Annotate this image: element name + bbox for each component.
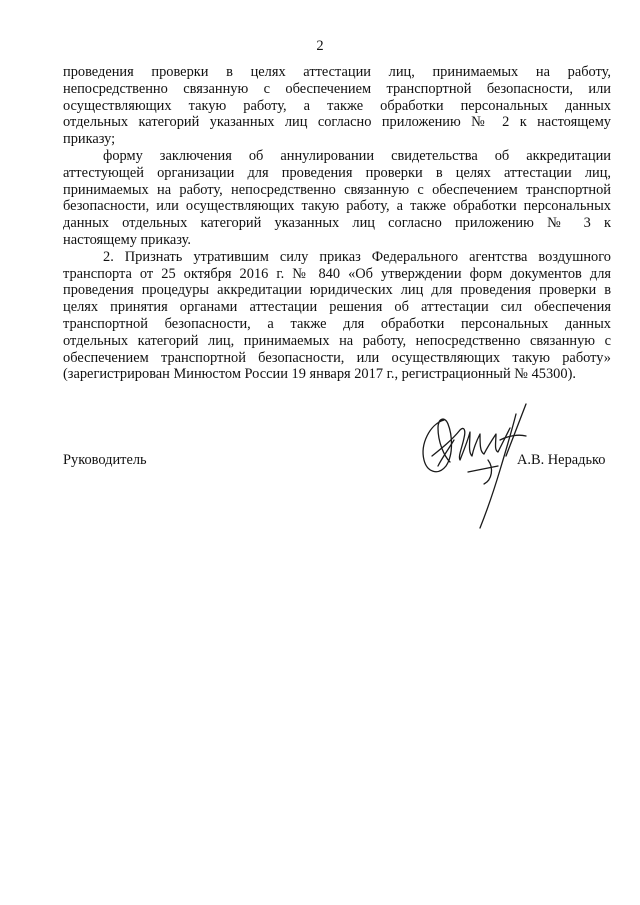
text-line: осуществляющих такую работу, а также обработки персональных данных bbox=[63, 97, 611, 114]
signer-title: Руководитель bbox=[63, 452, 147, 468]
text-line: отдельных категорий указанных лиц согласно приложению № 2 к настоящему bbox=[63, 114, 611, 131]
text-line: транспорта от 25 октября 2016 г. № 840 «Об утверждении форм документов для bbox=[63, 265, 611, 282]
text-line: форму заключения об аннулировании свидетельства об аккредитации bbox=[103, 147, 611, 164]
document-body bbox=[63, 64, 611, 383]
text-line: проведения проверки в целях аттестации лиц, принимаемых на работу, bbox=[63, 64, 611, 80]
text-line: целях принятия органами аттестации решения об аттестации сил обеспечения bbox=[63, 299, 611, 316]
text-line: приказу; bbox=[63, 131, 116, 148]
text-line: непосредственно связанную с обеспечением транспортной безопасности, или bbox=[63, 80, 611, 97]
signer-name: А.В. Нерадько bbox=[517, 452, 606, 468]
text-line: принимаемых на работу, непосредственно связанную с обеспечением транспортной bbox=[63, 181, 611, 198]
text-line: данных отдельных категорий указанных лиц согласно приложению № 3 к bbox=[63, 215, 611, 232]
text-line: аттестующей организации для проведения проверки в целях аттестации лиц, bbox=[63, 164, 611, 181]
text-line: отдельных категорий лиц, принимаемых на работу, непосредственно связанную с bbox=[63, 332, 611, 349]
text-line: безопасности, или осуществляющих такую работу, а также обработки персональных bbox=[63, 198, 611, 215]
text-line: настоящему приказу. bbox=[63, 231, 191, 248]
text-line: проведения процедуры аккредитации юридических лиц для проведения проверки в bbox=[63, 282, 611, 299]
text-line: обеспечением транспортной безопасности, или осуществляющих такую работу» bbox=[63, 349, 611, 366]
text-line: 2. Признать утратившим силу приказ Федерального агентства воздушного bbox=[103, 248, 611, 265]
text-line: (зарегистрирован Минюстом России 19 января 2017 г., регистрационный № 45300). bbox=[63, 366, 576, 383]
text-line: транспортной безопасности, а также для обработки персональных данных bbox=[63, 315, 611, 332]
page-number: 2 bbox=[316, 38, 324, 54]
